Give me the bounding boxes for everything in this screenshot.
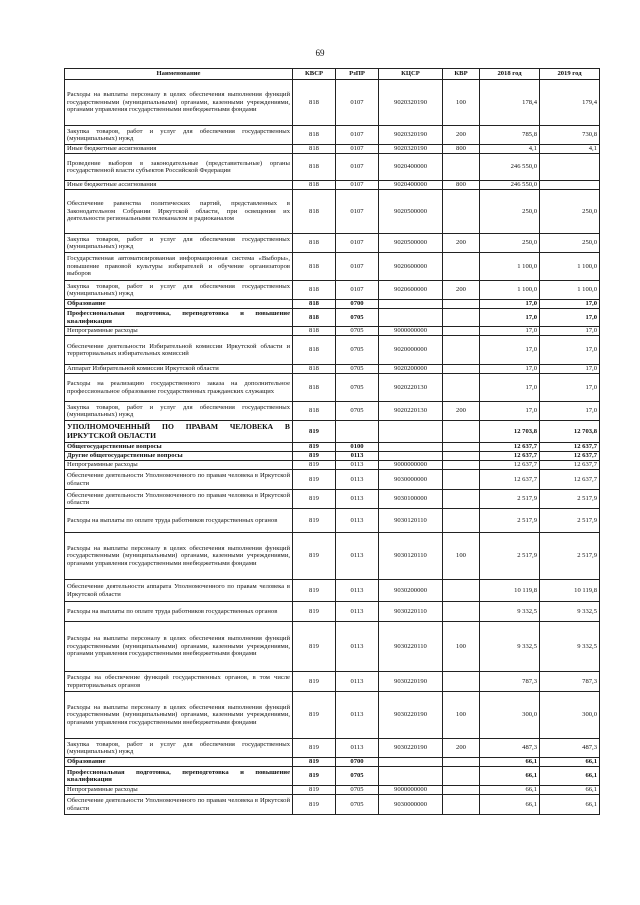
cell-kvr — [443, 253, 480, 281]
cell-rzpr: 0107 — [336, 190, 379, 234]
cell-kcsr: 9030000000 — [379, 795, 443, 815]
cell-name: Обеспечение деятельности Уполномоченного по правам человека в Иркутской области — [65, 795, 293, 815]
cell-kcsr — [379, 443, 443, 452]
cell-kcsr: 9020320190 — [379, 126, 443, 145]
table-row — [65, 300, 600, 309]
cell-rzpr: 0113 — [336, 622, 379, 672]
cell-2018: 785,8 — [480, 126, 540, 145]
cell-rzpr: 0113 — [336, 672, 379, 692]
cell-2019: 17,0 — [540, 300, 600, 309]
header-rzpr: РзПР — [336, 69, 379, 80]
cell-name: Расходы на выплаты по оплате труда работников государственных органов — [65, 509, 293, 533]
cell-kvsr: 819 — [293, 452, 336, 461]
cell-kcsr: 9030220190 — [379, 692, 443, 739]
table-row — [65, 461, 600, 470]
cell-kvr — [443, 327, 480, 336]
cell-2018: 17,0 — [480, 309, 540, 327]
cell-2018: 66,1 — [480, 786, 540, 795]
cell-2018: 17,0 — [480, 374, 540, 402]
table-row — [65, 80, 600, 126]
header-2019: 2019 год — [540, 69, 600, 80]
cell-name: Непрограммные расходы — [65, 786, 293, 795]
cell-rzpr: 0113 — [336, 490, 379, 509]
cell-kcsr: 9020600000 — [379, 253, 443, 281]
cell-kcsr: 9030220110 — [379, 622, 443, 672]
cell-2018: 246 550,0 — [480, 181, 540, 190]
table-row — [65, 490, 600, 509]
cell-kvsr: 818 — [293, 402, 336, 421]
cell-kvsr: 818 — [293, 309, 336, 327]
cell-2019: 12 637,7 — [540, 470, 600, 490]
cell-2018: 12 637,7 — [480, 470, 540, 490]
cell-name: Расходы на выплаты по оплате труда работников государственных органов — [65, 602, 293, 622]
cell-kvr: 800 — [443, 181, 480, 190]
cell-kvsr: 819 — [293, 692, 336, 739]
cell-kvr: 200 — [443, 234, 480, 253]
cell-kcsr — [379, 452, 443, 461]
cell-kvsr: 819 — [293, 443, 336, 452]
cell-2018: 17,0 — [480, 300, 540, 309]
table-row — [65, 181, 600, 190]
cell-kvsr: 819 — [293, 490, 336, 509]
cell-name: Расходы на выплаты персоналу в целях обеспечения выполнения функций государственными (муниципальными) органами, казенными учреждениями, органами управления государственными внебюджетными фондами — [65, 692, 293, 739]
cell-2019: 66,1 — [540, 767, 600, 786]
cell-kvr — [443, 509, 480, 533]
cell-2019: 179,4 — [540, 80, 600, 126]
table-row — [65, 509, 600, 533]
cell-2019: 17,0 — [540, 374, 600, 402]
cell-rzpr: 0107 — [336, 145, 379, 154]
cell-kvr — [443, 490, 480, 509]
cell-2019: 12 637,7 — [540, 461, 600, 470]
cell-kvr: 200 — [443, 402, 480, 421]
cell-name: УПОЛНОМОЧЕННЫЙ ПО ПРАВАМ ЧЕЛОВЕКА В ИРКУТСКОЙ ОБЛАСТИ — [65, 421, 293, 443]
cell-kvsr: 818 — [293, 300, 336, 309]
cell-kvr — [443, 786, 480, 795]
cell-2018: 17,0 — [480, 402, 540, 421]
cell-kvsr: 818 — [293, 154, 336, 181]
cell-2018: 4,1 — [480, 145, 540, 154]
cell-kvsr: 818 — [293, 190, 336, 234]
cell-kvr — [443, 672, 480, 692]
cell-2018: 10 119,8 — [480, 580, 540, 602]
cell-2018: 66,1 — [480, 795, 540, 815]
cell-name: Обеспечение деятельности Уполномоченного по правам человека в Иркутской области — [65, 470, 293, 490]
cell-kvsr: 818 — [293, 234, 336, 253]
table-row — [65, 795, 600, 815]
table-row — [65, 452, 600, 461]
cell-kvr — [443, 336, 480, 365]
cell-rzpr: 0705 — [336, 786, 379, 795]
cell-rzpr: 0705 — [336, 309, 379, 327]
cell-rzpr: 0100 — [336, 443, 379, 452]
cell-2019: 17,0 — [540, 365, 600, 374]
table-row — [65, 253, 600, 281]
cell-kvr: 800 — [443, 145, 480, 154]
cell-rzpr: 0107 — [336, 234, 379, 253]
cell-name: Расходы на выплаты персоналу в целях обеспечения выполнения функций государственными (муниципальными) органами, казенными учреждениями, органами управления государственными внебюджетными фондами — [65, 533, 293, 580]
cell-rzpr: 0113 — [336, 602, 379, 622]
cell-kvr — [443, 470, 480, 490]
cell-rzpr: 0113 — [336, 509, 379, 533]
cell-2018: 9 332,5 — [480, 602, 540, 622]
cell-name: Проведение выборов в законодательные (представительные) органы государственной власти субъектов Российской Федерации — [65, 154, 293, 181]
header-2018: 2018 год — [480, 69, 540, 80]
cell-kvsr: 819 — [293, 758, 336, 767]
cell-2019: 250,0 — [540, 190, 600, 234]
cell-2019: 17,0 — [540, 309, 600, 327]
cell-rzpr: 0113 — [336, 470, 379, 490]
cell-kvsr: 819 — [293, 795, 336, 815]
table-row — [65, 421, 600, 443]
cell-rzpr: 0107 — [336, 181, 379, 190]
cell-kcsr: 9020200000 — [379, 365, 443, 374]
header-kcsr: КЦСР — [379, 69, 443, 80]
cell-kvsr: 819 — [293, 580, 336, 602]
cell-2019: 2 517,9 — [540, 533, 600, 580]
cell-rzpr: 0107 — [336, 253, 379, 281]
cell-2018: 9 332,5 — [480, 622, 540, 672]
header-name: Наименование — [65, 69, 293, 80]
cell-kvr — [443, 580, 480, 602]
table-row — [65, 786, 600, 795]
cell-kcsr: 9020500000 — [379, 190, 443, 234]
cell-rzpr: 0107 — [336, 281, 379, 300]
cell-rzpr: 0107 — [336, 154, 379, 181]
cell-kcsr: 9030120110 — [379, 533, 443, 580]
cell-rzpr: 0705 — [336, 402, 379, 421]
cell-kcsr: 9030220190 — [379, 739, 443, 758]
cell-kvr — [443, 365, 480, 374]
table-row — [65, 533, 600, 580]
cell-name: Обеспечение равенства политических партий, представленных в Законодательном Собрании Иркутской области, при освещении их деятельности региональными телеканалом и радиоканалом — [65, 190, 293, 234]
cell-kcsr: 9030100000 — [379, 490, 443, 509]
cell-name: Непрограммные расходы — [65, 327, 293, 336]
cell-2018: 17,0 — [480, 327, 540, 336]
table-row — [65, 309, 600, 327]
cell-kvr — [443, 190, 480, 234]
cell-kcsr: 9020000000 — [379, 336, 443, 365]
cell-kvsr: 818 — [293, 80, 336, 126]
cell-name: Аппарат Избирательной комиссии Иркутской области — [65, 365, 293, 374]
cell-2018: 12 637,7 — [480, 461, 540, 470]
cell-2019: 17,0 — [540, 402, 600, 421]
cell-2019 — [540, 181, 600, 190]
cell-rzpr: 0705 — [336, 365, 379, 374]
table-row — [65, 365, 600, 374]
cell-name: Общегосударственные вопросы — [65, 443, 293, 452]
cell-2018: 1 100,0 — [480, 253, 540, 281]
cell-kcsr: 9020400000 — [379, 154, 443, 181]
cell-kvr — [443, 154, 480, 181]
table-row — [65, 692, 600, 739]
cell-2019: 17,0 — [540, 336, 600, 365]
table-row — [65, 234, 600, 253]
cell-kvsr: 819 — [293, 767, 336, 786]
cell-kvsr: 819 — [293, 470, 336, 490]
cell-kvr — [443, 309, 480, 327]
cell-kvsr: 819 — [293, 421, 336, 443]
cell-name: Образование — [65, 300, 293, 309]
table-row — [65, 281, 600, 300]
cell-kvsr: 819 — [293, 602, 336, 622]
cell-2019: 12 637,7 — [540, 452, 600, 461]
table-row — [65, 767, 600, 786]
cell-2018: 246 550,0 — [480, 154, 540, 181]
cell-name: Другие общегосударственные вопросы — [65, 452, 293, 461]
cell-kvsr: 819 — [293, 786, 336, 795]
table-row — [65, 470, 600, 490]
cell-rzpr: 0113 — [336, 461, 379, 470]
cell-kvr — [443, 452, 480, 461]
cell-name: Расходы на выплаты персоналу в целях обеспечения выполнения функций государственными (муниципальными) органами, казенными учреждениями, органами управления государственными внебюджетными фондами — [65, 622, 293, 672]
cell-2018: 787,3 — [480, 672, 540, 692]
cell-2019: 17,0 — [540, 327, 600, 336]
cell-kvsr: 818 — [293, 374, 336, 402]
cell-kcsr — [379, 309, 443, 327]
cell-kcsr: 9030220110 — [379, 602, 443, 622]
cell-2019: 787,3 — [540, 672, 600, 692]
cell-kvsr: 819 — [293, 509, 336, 533]
cell-name: Непрограммные расходы — [65, 461, 293, 470]
cell-rzpr: 0705 — [336, 795, 379, 815]
cell-name: Обеспечение деятельности Уполномоченного по правам человека в Иркутской области — [65, 490, 293, 509]
table-row — [65, 145, 600, 154]
table-header-row — [65, 69, 600, 80]
cell-2019: 10 119,8 — [540, 580, 600, 602]
cell-kvr: 200 — [443, 281, 480, 300]
cell-2019: 2 517,9 — [540, 509, 600, 533]
cell-kvsr: 818 — [293, 253, 336, 281]
cell-kcsr — [379, 300, 443, 309]
cell-kcsr: 9020220130 — [379, 402, 443, 421]
cell-2018: 1 100,0 — [480, 281, 540, 300]
cell-rzpr — [336, 421, 379, 443]
cell-2019: 487,3 — [540, 739, 600, 758]
cell-name: Иные бюджетные ассигнования — [65, 181, 293, 190]
budget-table — [64, 68, 600, 815]
cell-rzpr: 0700 — [336, 758, 379, 767]
table-row — [65, 622, 600, 672]
cell-kvr — [443, 602, 480, 622]
cell-2019 — [540, 154, 600, 181]
cell-2019: 1 100,0 — [540, 281, 600, 300]
cell-2019: 4,1 — [540, 145, 600, 154]
cell-2018: 12 637,7 — [480, 452, 540, 461]
cell-name: Обеспечение деятельности Избирательной комиссии Иркутской области и территориальных избирательных комиссий — [65, 336, 293, 365]
cell-name: Образование — [65, 758, 293, 767]
cell-rzpr: 0113 — [336, 739, 379, 758]
cell-rzpr: 0705 — [336, 767, 379, 786]
cell-kcsr: 9020600000 — [379, 281, 443, 300]
page-number: 69 — [315, 48, 325, 58]
cell-kvsr: 819 — [293, 672, 336, 692]
cell-2019: 66,1 — [540, 795, 600, 815]
cell-kcsr: 9030220190 — [379, 672, 443, 692]
cell-name: Профессиональная подготовка, переподготовка и повышение квалификации — [65, 309, 293, 327]
cell-kvr — [443, 795, 480, 815]
table-row — [65, 327, 600, 336]
cell-rzpr: 0705 — [336, 374, 379, 402]
cell-rzpr: 0700 — [336, 300, 379, 309]
cell-kvr: 200 — [443, 739, 480, 758]
cell-kvr — [443, 374, 480, 402]
cell-2018: 2 517,9 — [480, 533, 540, 580]
cell-2019: 9 332,5 — [540, 622, 600, 672]
table-body — [65, 80, 600, 815]
cell-kvr: 100 — [443, 692, 480, 739]
cell-2019: 66,1 — [540, 786, 600, 795]
cell-2018: 300,0 — [480, 692, 540, 739]
cell-name: Закупка товаров, работ и услуг для обеспечения государственных (муниципальных) нужд — [65, 402, 293, 421]
cell-kcsr: 9000000000 — [379, 786, 443, 795]
cell-2019: 66,1 — [540, 758, 600, 767]
cell-name: Закупка товаров, работ и услуг для обеспечения государственных (муниципальных) нужд — [65, 739, 293, 758]
cell-kcsr: 9020320190 — [379, 80, 443, 126]
cell-kcsr — [379, 767, 443, 786]
cell-kvsr: 818 — [293, 181, 336, 190]
table-row — [65, 672, 600, 692]
cell-rzpr: 0705 — [336, 336, 379, 365]
cell-rzpr: 0107 — [336, 126, 379, 145]
cell-2018: 250,0 — [480, 190, 540, 234]
cell-2019: 12 637,7 — [540, 443, 600, 452]
cell-kcsr: 9020320190 — [379, 145, 443, 154]
cell-name: Обеспечение деятельности аппарата Уполномоченного по правам человека в Иркутской области — [65, 580, 293, 602]
cell-name: Закупка товаров, работ и услуг для обеспечения государственных (муниципальных) нужд — [65, 126, 293, 145]
cell-name: Государственная автоматизированная информационная система «Выборы», повышение правовой культуры избирателей и обучение организаторов выборов — [65, 253, 293, 281]
cell-name: Расходы на выплаты персоналу в целях обеспечения выполнения функций государственными (муниципальными) органами, казенными учреждениями, органами управления государственными внебюджетными фондами — [65, 80, 293, 126]
cell-kvr — [443, 300, 480, 309]
cell-rzpr: 0113 — [336, 580, 379, 602]
cell-2018: 12 703,8 — [480, 421, 540, 443]
cell-kcsr: 9020400000 — [379, 181, 443, 190]
cell-kvsr: 819 — [293, 739, 336, 758]
cell-2018: 12 637,7 — [480, 443, 540, 452]
cell-kcsr: 9000000000 — [379, 461, 443, 470]
header-kvsr: КВСР — [293, 69, 336, 80]
cell-2019: 1 100,0 — [540, 253, 600, 281]
cell-2019: 2 517,9 — [540, 490, 600, 509]
table-row — [65, 336, 600, 365]
table-row — [65, 739, 600, 758]
cell-kvr — [443, 443, 480, 452]
header-kvr: КВР — [443, 69, 480, 80]
cell-kvsr: 818 — [293, 327, 336, 336]
cell-2018: 66,1 — [480, 758, 540, 767]
cell-kvsr: 819 — [293, 461, 336, 470]
cell-2018: 2 517,9 — [480, 490, 540, 509]
cell-rzpr: 0113 — [336, 452, 379, 461]
cell-2018: 178,4 — [480, 80, 540, 126]
cell-rzpr: 0113 — [336, 533, 379, 580]
cell-name: Закупка товаров, работ и услуг для обеспечения государственных (муниципальных) нужд — [65, 281, 293, 300]
cell-kcsr: 9020220130 — [379, 374, 443, 402]
cell-name: Закупка товаров, работ и услуг для обеспечения государственных (муниципальных) нужд — [65, 234, 293, 253]
cell-2018: 487,3 — [480, 739, 540, 758]
cell-kvr: 200 — [443, 126, 480, 145]
cell-2018: 250,0 — [480, 234, 540, 253]
cell-kcsr: 9000000000 — [379, 327, 443, 336]
cell-rzpr: 0107 — [336, 80, 379, 126]
cell-kcsr — [379, 758, 443, 767]
table-row — [65, 190, 600, 234]
table-row — [65, 580, 600, 602]
cell-kvsr: 819 — [293, 533, 336, 580]
cell-name: Иные бюджетные ассигнования — [65, 145, 293, 154]
table-row — [65, 602, 600, 622]
cell-2018: 66,1 — [480, 767, 540, 786]
cell-rzpr: 0113 — [336, 692, 379, 739]
cell-rzpr: 0705 — [336, 327, 379, 336]
table-row — [65, 126, 600, 145]
cell-kcsr — [379, 421, 443, 443]
cell-2019: 250,0 — [540, 234, 600, 253]
cell-kvr — [443, 767, 480, 786]
cell-kvsr: 818 — [293, 365, 336, 374]
cell-kvr — [443, 461, 480, 470]
cell-kvr: 100 — [443, 533, 480, 580]
cell-kvr — [443, 421, 480, 443]
cell-2018: 2 517,9 — [480, 509, 540, 533]
cell-kvsr: 819 — [293, 622, 336, 672]
cell-2019: 730,8 — [540, 126, 600, 145]
cell-2019: 300,0 — [540, 692, 600, 739]
table-row — [65, 374, 600, 402]
cell-2019: 9 332,5 — [540, 602, 600, 622]
cell-kvr: 100 — [443, 622, 480, 672]
cell-name: Профессиональная подготовка, переподготовка и повышение квалификации — [65, 767, 293, 786]
cell-kcsr: 9030200000 — [379, 580, 443, 602]
cell-kcsr: 9020500000 — [379, 234, 443, 253]
cell-2019: 12 703,8 — [540, 421, 600, 443]
table-row — [65, 402, 600, 421]
cell-kvsr: 818 — [293, 126, 336, 145]
cell-kvr — [443, 758, 480, 767]
table-row — [65, 154, 600, 181]
cell-name: Расходы на обеспечение функций государственных органов, в том числе территориальных органов — [65, 672, 293, 692]
table-row — [65, 758, 600, 767]
cell-kvsr: 818 — [293, 336, 336, 365]
cell-2018: 17,0 — [480, 336, 540, 365]
cell-kvr: 100 — [443, 80, 480, 126]
cell-kcsr: 9030120110 — [379, 509, 443, 533]
cell-name: Расходы на реализацию государственного заказа на дополнительное профессиональное образование государственных гражданских служащих — [65, 374, 293, 402]
cell-kcsr: 9030000000 — [379, 470, 443, 490]
table-row — [65, 443, 600, 452]
cell-kvsr: 818 — [293, 145, 336, 154]
cell-kvsr: 818 — [293, 281, 336, 300]
cell-2018: 17,0 — [480, 365, 540, 374]
